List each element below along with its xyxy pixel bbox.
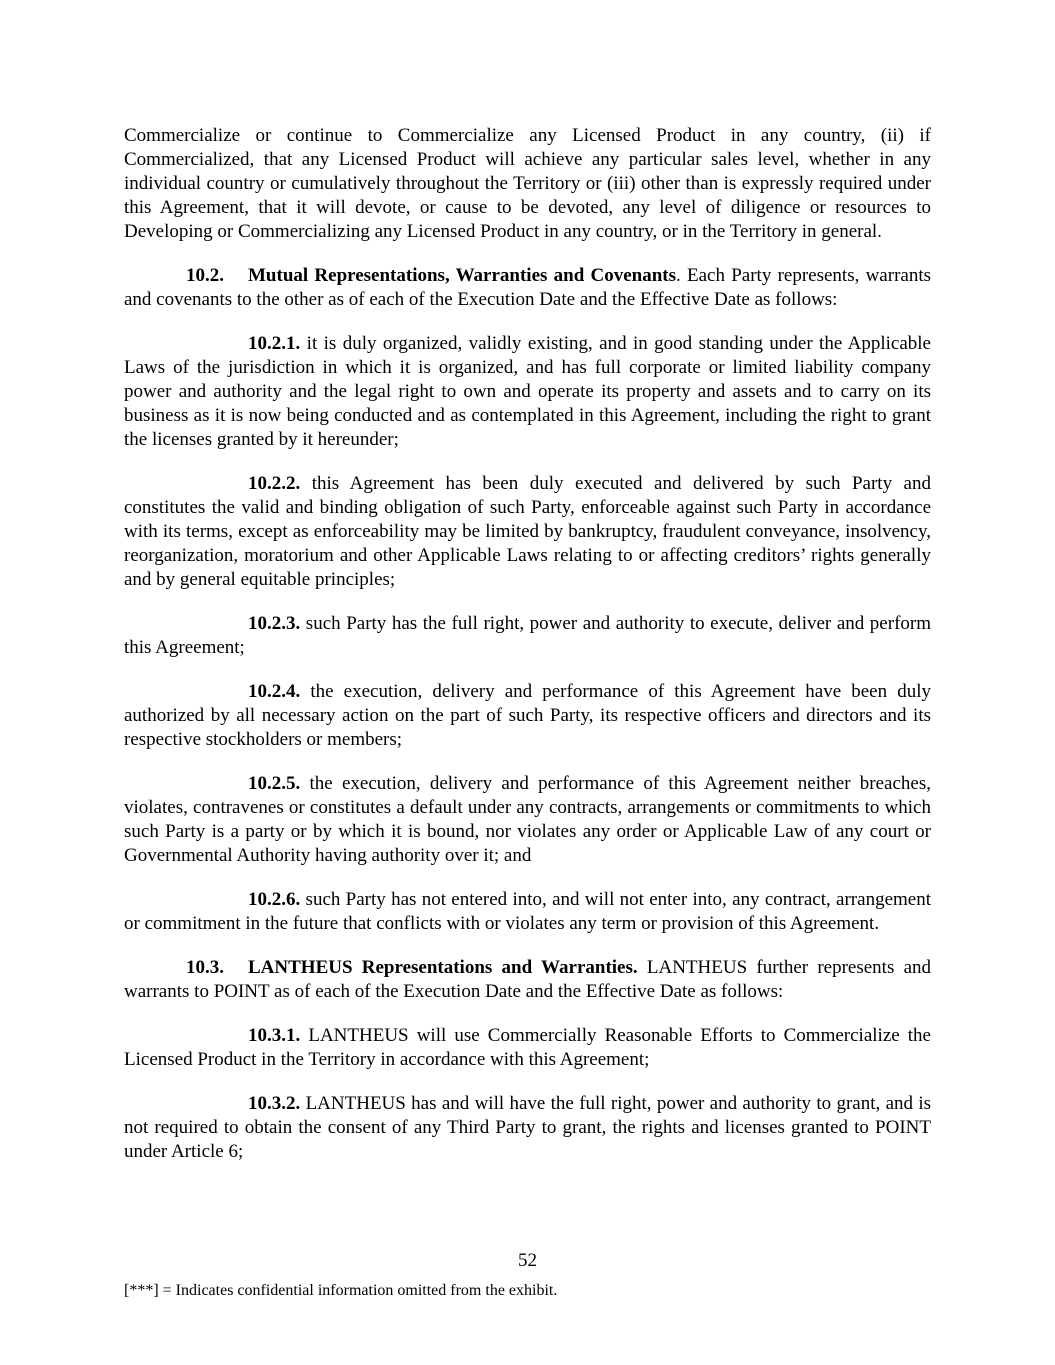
clause-number: 10.2.4. bbox=[248, 681, 301, 702]
section-number: 10.2. bbox=[186, 265, 224, 286]
clause-10-2-2 bbox=[124, 472, 931, 592]
clause-10-3-2 bbox=[124, 1092, 931, 1164]
page-number: 52 bbox=[518, 1250, 537, 1271]
section-heading: Mutual Representations, Warranties and Covenants bbox=[248, 265, 677, 286]
clause-number: 10.2.2. bbox=[248, 473, 301, 494]
clause-number: 10.3.2. bbox=[248, 1093, 301, 1114]
clause-10-2-1 bbox=[124, 332, 931, 452]
clause-10-2-4 bbox=[124, 680, 931, 752]
clause-10-2-6 bbox=[124, 888, 931, 936]
clause-text: it is duly organized, validly existing, and in good standing under the Applicable Laws of the jurisdiction in which it is organized, and has full corporate or limited liability company power and authority and the legal right to own and operate its property and assets and to carry on its business as it is now being conducted and as contemplated in this Agreement, including the right to grant the licenses granted by it hereunder; bbox=[124, 333, 931, 450]
section-text: Each Party represents, warrants and covenants to the other as of each of the Execution Date and the Effective Date as follows: bbox=[124, 265, 931, 310]
clause-number: 10.2.3. bbox=[248, 613, 301, 634]
clause-number: 10.2.5. bbox=[248, 773, 301, 794]
clause-text: the execution, delivery and performance of this Agreement neither breaches, violates, contravenes or constitutes a default under any contracts, arrangements or commitments to which such Party is a party or by which it is bound, nor violates any order or Applicable Law of any court or Governmental Authority having authority over it; and bbox=[124, 773, 931, 866]
heading-punct: . bbox=[676, 265, 681, 286]
section-number: 10.3. bbox=[186, 957, 224, 978]
clause-number: 10.2.6. bbox=[248, 889, 301, 910]
section-text: LANTHEUS further represents and warrants to POINT as of each of the Execution Date and the Effective Date as follows: bbox=[124, 957, 932, 1002]
clause-text: this Agreement has been duly executed and delivered by such Party and constitutes the valid and binding obligation of such Party, enforceable against such Party in accordance with its terms, except as enforceability may be limited by bankruptcy, fraudulent conveyance, insolvency, reorganization, moratorium and other Applicable Laws relating to or affecting creditors’ rights generally and by general equitable principles; bbox=[124, 473, 931, 590]
clause-10-2-5 bbox=[124, 772, 931, 868]
clause-text: the execution, delivery and performance of this Agreement have been duly authorized by all necessary action on the part of such Party, its respective officers and directors and its respective stockholders or members; bbox=[124, 681, 931, 750]
clause-number: 10.3.1. bbox=[248, 1025, 301, 1046]
clause-text: LANTHEUS will use Commercially Reasonable Efforts to Commercialize the Licensed Product in the Territory in accordance with this Agreement; bbox=[124, 1025, 931, 1070]
confidentiality-footer: [***] = Indicates confidential information omitted from the exhibit. bbox=[124, 1282, 558, 1299]
section-heading: LANTHEUS Representations and Warranties. bbox=[248, 957, 638, 978]
clause-number: 10.2.1. bbox=[248, 333, 301, 354]
document-body bbox=[124, 124, 931, 1164]
section-10-2 bbox=[124, 264, 931, 312]
clause-text: such Party has not entered into, and will not enter into, any contract, arrangement or commitment in the future that conflicts with or violates any term or provision of this Agreement. bbox=[124, 889, 931, 934]
clause-text: LANTHEUS has and will have the full right, power and authority to grant, and is not required to obtain the consent of any Third Party to grant, the rights and licenses granted to POINT under Article 6; bbox=[124, 1093, 931, 1162]
clause-10-2-3 bbox=[124, 612, 931, 660]
clause-text: such Party has the full right, power and authority to execute, deliver and perform this Agreement; bbox=[124, 613, 931, 658]
section-10-3 bbox=[124, 956, 931, 1004]
clause-10-3-1 bbox=[124, 1024, 931, 1072]
intro-paragraph: Commercialize or continue to Commercialize any Licensed Product in any country, (ii) if Commercialized, that any Licensed Product will achieve any particular sales level, whether in any individual country or cumulatively throughout the Territory or (iii) other than is expressly required under this Agreement, that it will devote, or cause to be devoted, any level of diligence or resources to Developing or Commercializing any Licensed Product in any country, or in the Territory in general. bbox=[124, 125, 931, 242]
